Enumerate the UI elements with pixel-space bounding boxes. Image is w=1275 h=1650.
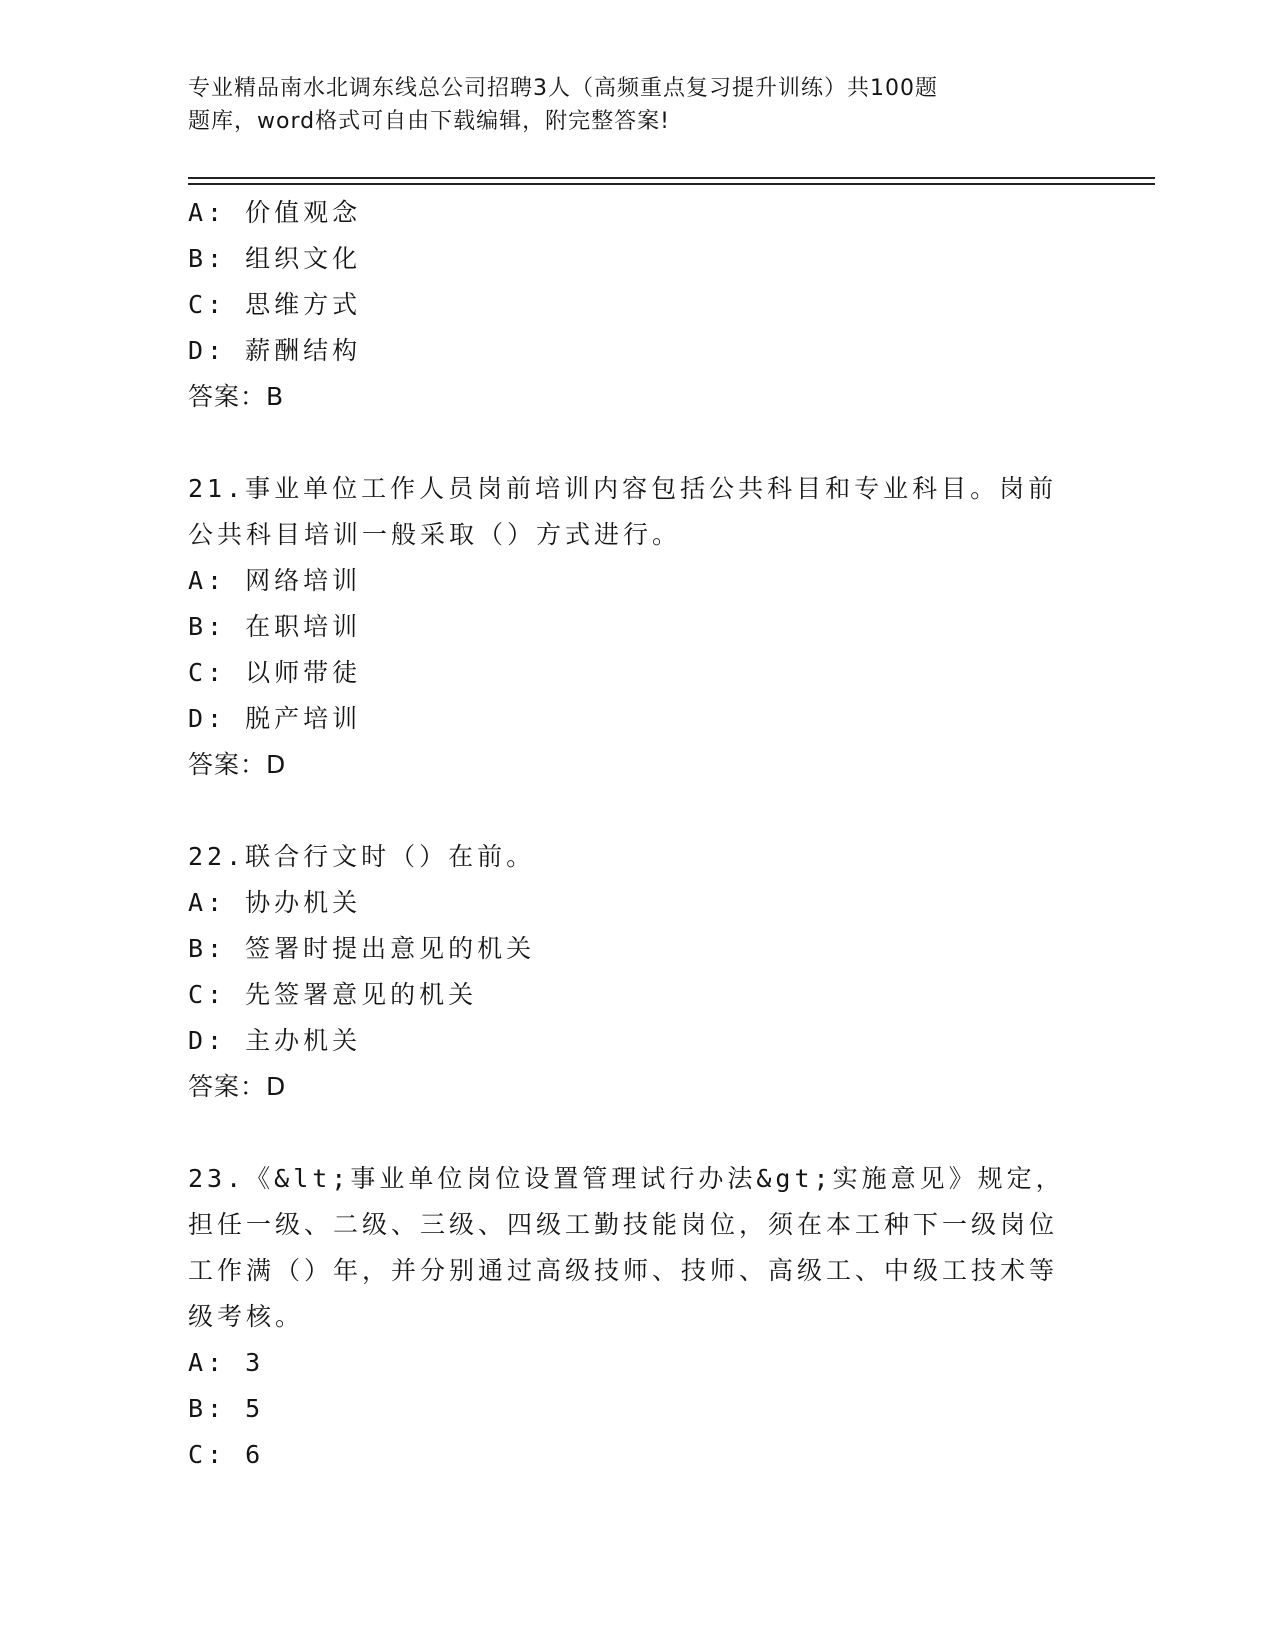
option-c: C: 以师带徒 [188, 658, 362, 687]
option-a: A: 价值观念 [188, 198, 362, 227]
answer-line: 答案：D [188, 1072, 287, 1101]
answer-line: 答案：D [188, 750, 287, 779]
option-a: A: 3 [188, 1348, 265, 1377]
option-b: B: 签署时提出意见的机关 [188, 934, 536, 963]
question-23-block [188, 1156, 1088, 1478]
option-c: C: 6 [188, 1440, 265, 1469]
header-divider-top [188, 177, 1155, 179]
option-c: C: 先签署意见的机关 [188, 980, 478, 1009]
question-list [188, 190, 1088, 1478]
spacer [188, 420, 1088, 466]
question-text: 22.联合行文时（）在前。 [188, 842, 536, 871]
answer-line: 答案：B [188, 382, 285, 411]
option-d: D: 主办机关 [188, 1026, 362, 1055]
spacer [188, 788, 1088, 834]
option-b: B: 5 [188, 1394, 265, 1423]
question-text: 23.《&lt;事业单位岗位设置管理试行办法&gt;实施意见》规定，担任一级、二级、三级、四级工勤技能岗位，须在本工种下一级岗位工作满（）年，并分别通过高级技师、技师、高级工、中级工技术等级考核。 [188, 1164, 1065, 1331]
option-a: A: 网络培训 [188, 566, 362, 595]
option-b: B: 组织文化 [188, 244, 362, 273]
option-c: C: 思维方式 [188, 290, 362, 319]
option-d: D: 脱产培训 [188, 704, 362, 733]
question-20-block [188, 190, 1088, 420]
question-21-block [188, 466, 1088, 788]
header-title-line-2: 题库，word格式可自由下载编辑，附完整答案! [188, 109, 670, 134]
question-text: 21.事业单位工作人员岗前培训内容包括公共科目和专业科目。岗前公共科目培训一般采取（）方式进行。 [188, 474, 1058, 549]
header-divider-bottom [188, 183, 1155, 185]
option-d: D: 薪酬结构 [188, 336, 362, 365]
document-header [188, 72, 1088, 138]
option-a: A: 协办机关 [188, 888, 362, 917]
spacer [188, 1110, 1088, 1156]
header-title-line-1: 专业精品南水北调东线总公司招聘3人（高频重点复习提升训练）共100题 [188, 76, 938, 101]
question-22-block [188, 834, 1088, 1110]
option-b: B: 在职培训 [188, 612, 362, 641]
